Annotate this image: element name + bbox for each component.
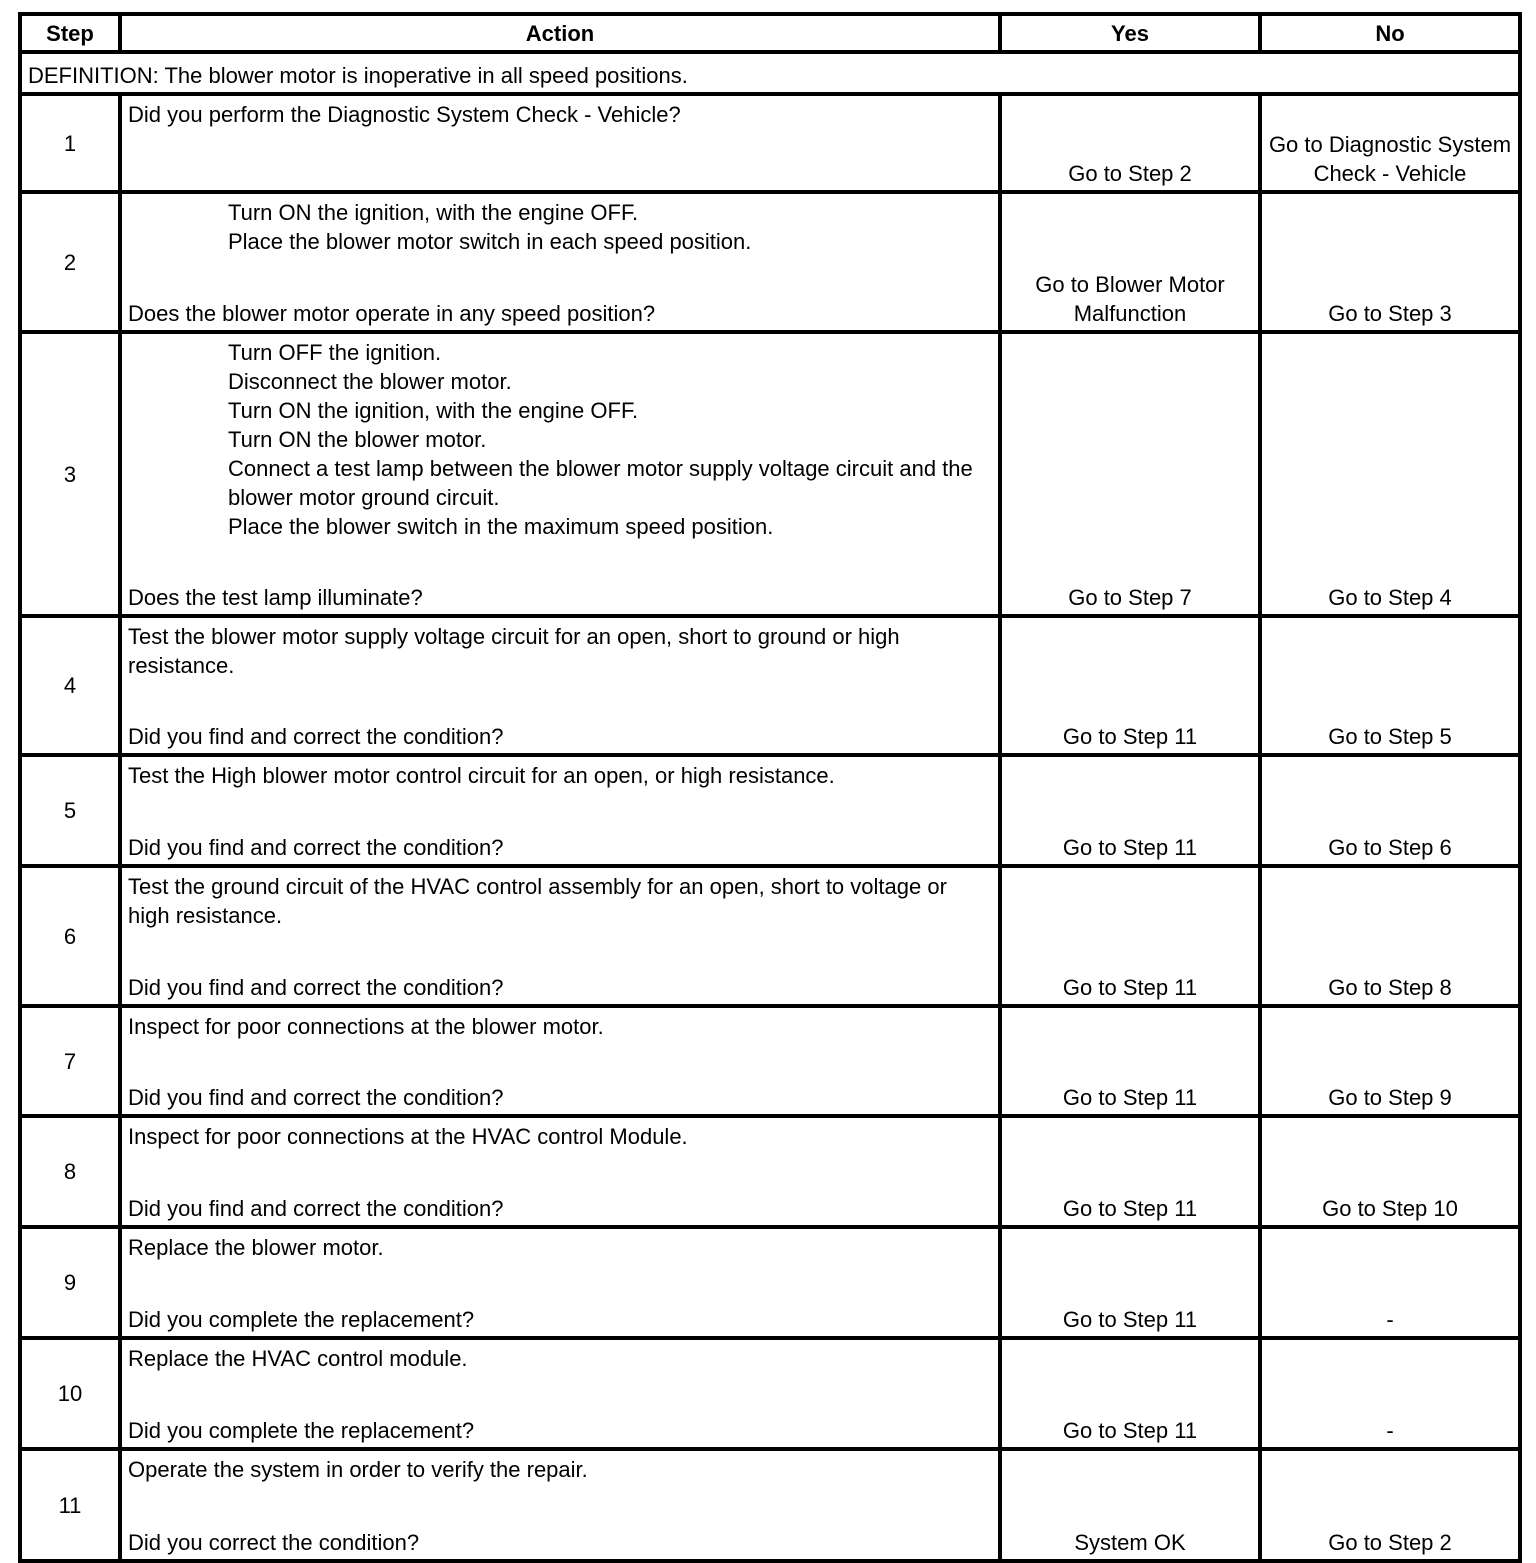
action-substep: Disconnect the blower motor. — [228, 369, 512, 394]
no-cell: - — [1260, 1227, 1520, 1338]
action-intro: Replace the HVAC control module. — [128, 1346, 468, 1371]
yes-cell: Go to Step 11 — [1000, 616, 1260, 755]
no-cell: Go to Step 3 — [1260, 192, 1520, 332]
action-question: Did you complete the replacement? — [128, 1307, 475, 1332]
table-row — [20, 866, 1520, 1006]
action-question: Does the blower motor operate in any speed position? — [128, 301, 656, 326]
no-cell: - — [1260, 1338, 1520, 1449]
yes-cell: Go to Step 11 — [1000, 1116, 1260, 1227]
diagnostic-table — [18, 12, 1522, 1563]
action-cell — [120, 192, 1000, 332]
action-question: Did you complete the replacement? — [128, 1418, 475, 1443]
step-number: 1 — [20, 94, 120, 192]
yes-cell: Go to Step 11 — [1000, 1338, 1260, 1449]
table-row — [20, 1116, 1520, 1227]
yes-cell: Go to Step 2 — [1000, 94, 1260, 192]
action-question: Did you find and correct the condition? — [128, 724, 504, 749]
action-cell — [120, 755, 1000, 866]
step-number: 4 — [20, 616, 120, 755]
yes-cell: Go to Step 11 — [1000, 866, 1260, 1006]
action-substep: Turn OFF the ignition. — [228, 340, 442, 365]
yes-cell: Go to Step 11 — [1000, 755, 1260, 866]
action-cell — [120, 1338, 1000, 1449]
header-no: No — [1260, 14, 1520, 52]
no-cell: Go to Step 9 — [1260, 1006, 1520, 1116]
action-cell — [120, 1006, 1000, 1116]
yes-cell: System OK — [1000, 1449, 1260, 1561]
header-yes: Yes — [1000, 14, 1260, 52]
action-question: Does the test lamp illuminate? — [128, 585, 423, 610]
step-number: 10 — [20, 1338, 120, 1449]
table-row — [20, 1227, 1520, 1338]
no-cell: Go to Step 8 — [1260, 866, 1520, 1006]
table-row — [20, 1449, 1520, 1561]
no-cell: Go to Step 6 — [1260, 755, 1520, 866]
action-substep: Place the blower motor switch in each speed position. — [228, 229, 752, 254]
action-substep: Place the blower switch in the maximum speed position. — [228, 514, 774, 539]
yes-cell: Go to Step 7 — [1000, 332, 1260, 616]
table-row — [20, 755, 1520, 866]
table-row — [20, 616, 1520, 755]
step-number: 3 — [20, 332, 120, 616]
action-question: Did you find and correct the condition? — [128, 975, 504, 1000]
header-action: Action — [120, 14, 1000, 52]
no-cell: Go to Step 10 — [1260, 1116, 1520, 1227]
table-row — [20, 332, 1520, 616]
action-question: Did you find and correct the condition? — [128, 1196, 504, 1221]
action-substep: Turn ON the ignition, with the engine OFF. — [228, 200, 639, 225]
yes-cell: Go to Step 11 — [1000, 1006, 1260, 1116]
definition-text: DEFINITION: The blower motor is inoperative in all speed positions. — [20, 52, 1520, 94]
yes-cell: Go to Blower Motor Malfunction — [1000, 192, 1260, 332]
action-substep: Connect a test lamp between the blower motor supply voltage circuit and the blower motor ground circuit. — [228, 456, 973, 510]
action-intro: Test the blower motor supply voltage circuit for an open, short to ground or high resistance. — [128, 624, 900, 678]
step-number: 7 — [20, 1006, 120, 1116]
definition-row — [20, 52, 1520, 94]
step-number: 5 — [20, 755, 120, 866]
action-cell — [120, 94, 1000, 192]
table-row — [20, 94, 1520, 192]
action-substep: Turn ON the blower motor. — [228, 427, 487, 452]
action-cell — [120, 332, 1000, 616]
step-number: 6 — [20, 866, 120, 1006]
table-row — [20, 192, 1520, 332]
no-cell: Go to Step 4 — [1260, 332, 1520, 616]
action-intro: Operate the system in order to verify the repair. — [128, 1457, 588, 1482]
table-row — [20, 1006, 1520, 1116]
action-substep: Turn ON the ignition, with the engine OFF. — [228, 398, 639, 423]
action-question: Did you correct the condition? — [128, 1530, 420, 1555]
action-intro: Inspect for poor connections at the blower motor. — [128, 1014, 604, 1039]
no-cell: Go to Step 5 — [1260, 616, 1520, 755]
table-row — [20, 1338, 1520, 1449]
action-cell — [120, 1449, 1000, 1561]
action-intro: Did you perform the Diagnostic System Check - Vehicle? — [128, 102, 681, 127]
no-cell: Go to Diagnostic System Check - Vehicle — [1260, 94, 1520, 192]
action-cell — [120, 1116, 1000, 1227]
step-number: 2 — [20, 192, 120, 332]
no-cell: Go to Step 2 — [1260, 1449, 1520, 1561]
header-row — [20, 14, 1520, 52]
action-question: Did you find and correct the condition? — [128, 1085, 504, 1110]
action-cell — [120, 866, 1000, 1006]
action-intro: Test the High blower motor control circuit for an open, or high resistance. — [128, 763, 835, 788]
yes-cell: Go to Step 11 — [1000, 1227, 1260, 1338]
action-intro: Inspect for poor connections at the HVAC control Module. — [128, 1124, 688, 1149]
step-number: 9 — [20, 1227, 120, 1338]
action-cell — [120, 1227, 1000, 1338]
action-question: Did you find and correct the condition? — [128, 835, 504, 860]
step-number: 11 — [20, 1449, 120, 1561]
header-step: Step — [20, 14, 120, 52]
action-intro: Test the ground circuit of the HVAC control assembly for an open, short to voltage or high resistance. — [128, 874, 947, 928]
action-intro: Replace the blower motor. — [128, 1235, 384, 1260]
step-number: 8 — [20, 1116, 120, 1227]
action-cell — [120, 616, 1000, 755]
